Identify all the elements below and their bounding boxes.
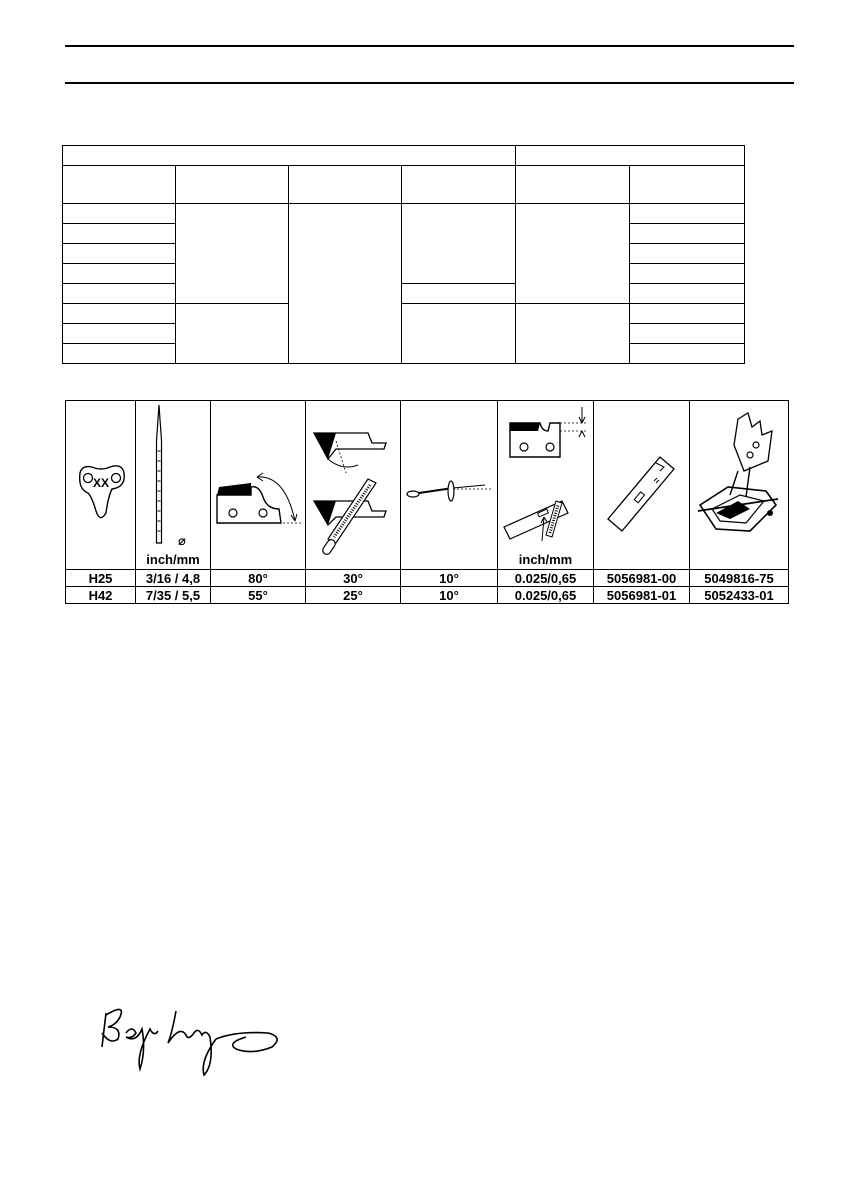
chain-tools-table bbox=[65, 400, 789, 604]
grid-cell bbox=[176, 304, 289, 364]
grid-cell bbox=[402, 204, 516, 284]
file-size: 3/16 / 4,8 bbox=[136, 570, 211, 587]
file-illustration-cell bbox=[136, 401, 211, 570]
grid-cell bbox=[516, 204, 630, 304]
depth-gauge-illustration-cell bbox=[498, 401, 594, 570]
grid-subheader bbox=[176, 166, 289, 204]
depth-gauge-tool-part: 5056981-00 bbox=[594, 570, 690, 587]
tilt-angle-icon bbox=[401, 401, 498, 569]
grid-cell bbox=[63, 204, 176, 224]
grid-header-left bbox=[63, 146, 516, 166]
grid-cell bbox=[176, 204, 289, 304]
grid-cell bbox=[63, 324, 176, 344]
file-size: 7/35 / 5,5 bbox=[136, 587, 211, 604]
table-row bbox=[66, 570, 789, 587]
grid-cell bbox=[630, 304, 745, 324]
grid-cell bbox=[630, 284, 745, 304]
top-plate-angle: 80° bbox=[211, 570, 306, 587]
grid-subheader bbox=[630, 166, 745, 204]
file-guide-part: 5052433-01 bbox=[690, 587, 789, 604]
tilt-angle: 10° bbox=[401, 587, 498, 604]
grid-cell bbox=[630, 224, 745, 244]
round-file-icon bbox=[136, 401, 211, 569]
table-row bbox=[66, 587, 789, 604]
filing-angle-icon bbox=[306, 401, 401, 569]
grid-subheader bbox=[63, 166, 176, 204]
grid-cell bbox=[402, 304, 516, 364]
grid-cell bbox=[63, 264, 176, 284]
grid-cell bbox=[630, 204, 745, 224]
grid-cell bbox=[63, 304, 176, 324]
grid-subheader bbox=[402, 166, 516, 204]
depth-gauge-tool-part: 5056981-01 bbox=[594, 587, 690, 604]
tilt-angle-illustration-cell bbox=[401, 401, 498, 570]
tilt-angle: 10° bbox=[401, 570, 498, 587]
depth-gauge-setting: 0.025/0,65 bbox=[498, 570, 594, 587]
grid-cell bbox=[630, 244, 745, 264]
specification-grid bbox=[62, 145, 745, 364]
header-rule-bottom bbox=[65, 82, 794, 84]
chain-cutter-xx-icon bbox=[66, 401, 136, 569]
file-unit: inch/mm bbox=[146, 552, 200, 567]
grid-cell bbox=[289, 204, 402, 364]
header-rule-top bbox=[65, 45, 794, 47]
top-plate-angle: 55° bbox=[211, 587, 306, 604]
grid-cell bbox=[63, 224, 176, 244]
grid-subheader bbox=[516, 166, 630, 204]
file-guide-holder-icon bbox=[690, 401, 789, 569]
cutter-illustration-cell bbox=[66, 401, 136, 570]
filing-angle-illustration-cell bbox=[306, 401, 401, 570]
top-plate-angle-icon bbox=[211, 401, 306, 569]
grid-cell bbox=[63, 284, 176, 304]
grid-header-right bbox=[516, 146, 745, 166]
file-guide-part: 5049816-75 bbox=[690, 570, 789, 587]
depth-gauge-icon bbox=[498, 401, 594, 569]
file-guide-illustration-cell bbox=[690, 401, 789, 570]
grid-cell bbox=[630, 344, 745, 364]
depth-unit: inch/mm bbox=[518, 552, 573, 567]
depth-gauge-tool-illustration-cell bbox=[594, 401, 690, 570]
grid-cell bbox=[402, 284, 516, 304]
diameter-symbol: ⌀ bbox=[178, 534, 186, 549]
depth-gauge-tool-icon bbox=[594, 401, 690, 569]
filing-angle: 30° bbox=[306, 570, 401, 587]
grid-cell bbox=[630, 264, 745, 284]
grid-subheader bbox=[289, 166, 402, 204]
grid-cell bbox=[630, 324, 745, 344]
cutter-label: XX bbox=[92, 476, 110, 490]
handwritten-signature bbox=[96, 1003, 286, 1083]
filing-angle: 25° bbox=[306, 587, 401, 604]
chain-model: H25 bbox=[66, 570, 136, 587]
top-angle-illustration-cell bbox=[211, 401, 306, 570]
depth-gauge-setting: 0.025/0,65 bbox=[498, 587, 594, 604]
grid-cell bbox=[63, 344, 176, 364]
grid-cell bbox=[516, 304, 630, 364]
grid-cell bbox=[63, 244, 176, 264]
chain-model: H42 bbox=[66, 587, 136, 604]
